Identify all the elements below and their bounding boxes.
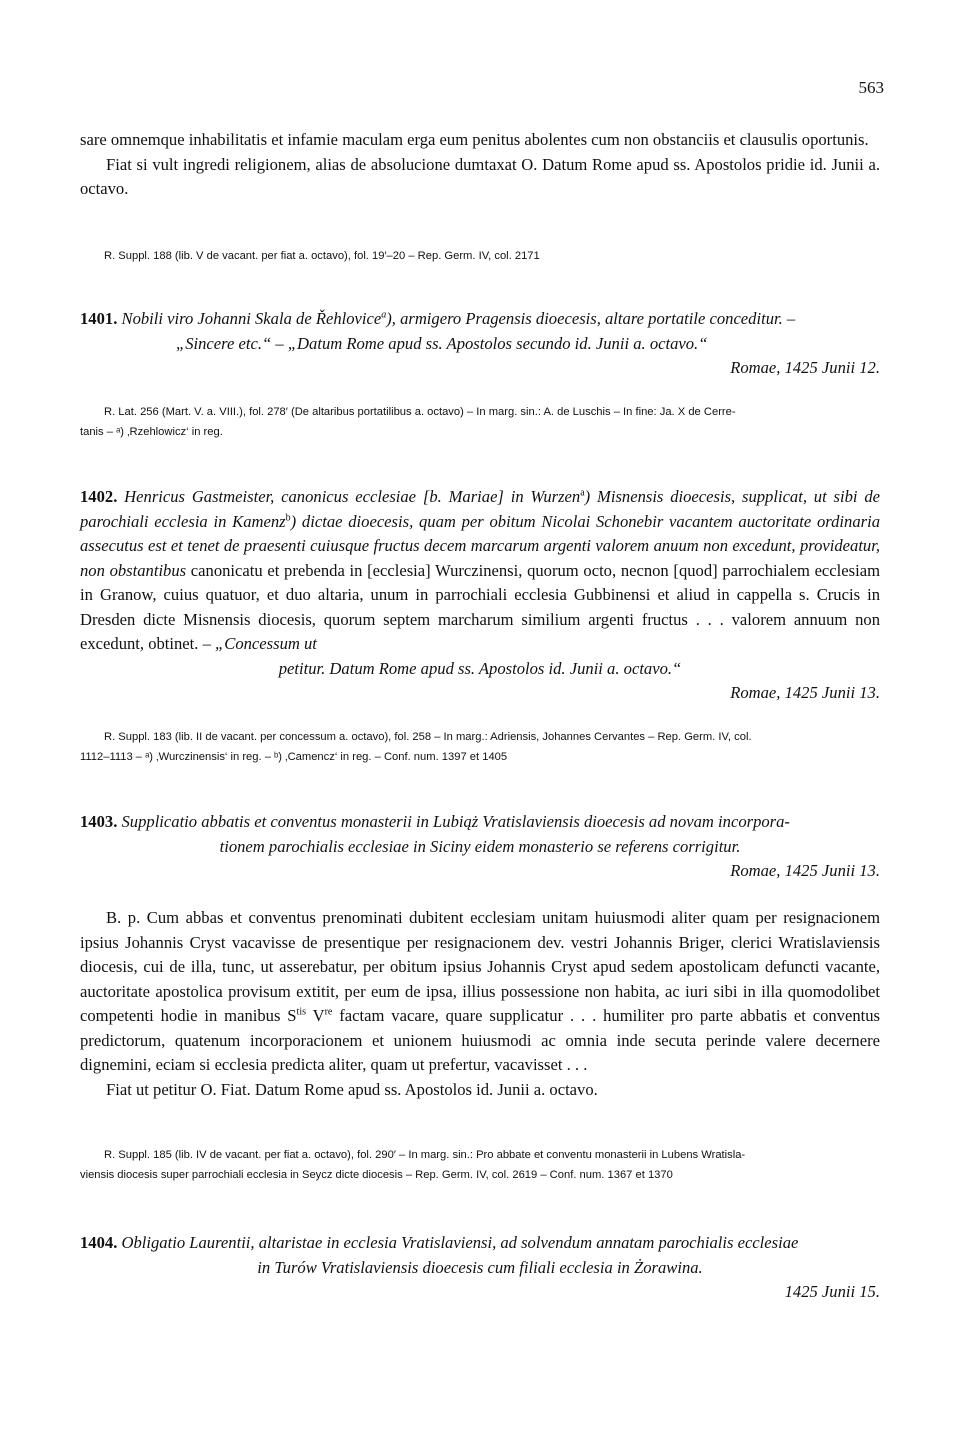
entry-1403-paragraph-1 xyxy=(80,906,880,1078)
entry-1404-number: 1404. xyxy=(80,1233,118,1252)
entry-1402-text xyxy=(80,485,880,657)
entry-1403-title: Supplicatio abbatis et conventus monasterii in Lubiąż Vratislaviensis dioecesis ad novam incorpora- xyxy=(121,812,790,831)
entry-1403 xyxy=(80,810,880,884)
superscript-re: re xyxy=(324,1006,333,1018)
superscript-tis: tis xyxy=(296,1006,306,1018)
entry-1403-body xyxy=(80,906,880,1102)
entry-1403-body-a: B. p. Cum abbas et conventus prenominati dubitent ecclesiam unitam huiusmodi aliter quam per resignacionem ipsius Johannis Cryst vacavisse de presentique per resignacionem dev. vestri Johannis Briger, clerici Wratislaviensis diocesis, cui de illa, tunc, ut asserebatur, per obitum ipsius Johannis Cryst apud sedem apostolicam defuncti vacante, auctoritate apostolica provisum extitit, per eum de ipsa, illius possessione non habita, ac iuri sibi in illa quomodolibet competenti hodie in manibus S xyxy=(80,908,880,1025)
page-number: 563 xyxy=(858,78,884,97)
top-note-text: R. Suppl. 188 (lib. V de vacant. per fiat a. octavo), fol. 19′–20 – Rep. Germ. IV, col. 2171 xyxy=(104,250,540,262)
footnote-marker-a: a xyxy=(381,309,387,321)
entry-1401-note-line2: tanis – ᵃ) ‚Rzehlowicz‘ in reg. xyxy=(80,426,223,438)
entry-1404-date: 1425 Junii 15. xyxy=(784,1282,880,1301)
entry-1403-note-line1: R. Suppl. 185 (lib. IV de vacant. per fiat a. octavo), fol. 290′ – In marg. sin.: Pro abbate et conventu monasterii in Lubens Wratisla- xyxy=(104,1149,746,1161)
entry-1403-date: Romae, 1425 Junii 13. xyxy=(730,861,880,880)
entry-1402-date: Romae, 1425 Junii 13. xyxy=(730,683,880,702)
entry-1402-formula: petitur. Datum Rome apud ss. Apostolos id. Junii a. octavo.“ xyxy=(278,658,682,678)
top-note xyxy=(80,246,880,266)
entry-1401-note-line1: R. Lat. 256 (Mart. V. a. VIII.), fol. 278′ (De altaribus portatilibus a. octavo) – In marg. sin.: A. de Luschis – In fine: Ja. X de Cerre- xyxy=(104,406,736,418)
entry-1402-text-b: ) Misnensis dioecesis, supplicat, ut sibi de parochiali ecclesia in Kamenz xyxy=(80,487,880,531)
entry-1402-note-line2: 1112–1113 – ᵃ) ‚Wurczinensis‘ in reg. – ᵇ) ‚Camencz‘ in reg. – Conf. num. 1397 et 1405 xyxy=(80,751,508,763)
entry-1403-body-c: factam vacare, quare supplicatur . . . humiliter pro parte abbatis et conventus predictorum, quatenum incorporacionem et unionem huiusmodi ac omnia inde secuta perinde valere decernere dignemini, eciam si ecclesia predicta aliter, quam ut prefertur, vacavisset . . . xyxy=(80,1006,880,1074)
entry-1402 xyxy=(80,485,880,706)
top-paragraph-1: sare omnemque inhabilitatis et infamie maculam erga eum penitus abolentes cum non obstanciis et clausulis oportunis. xyxy=(80,130,869,149)
footnote-marker-a: a xyxy=(580,487,585,499)
entry-1401-date: Romae, 1425 Junii 12. xyxy=(730,358,880,377)
entry-1402-note-line1: R. Suppl. 183 (lib. II de vacant. per concessum a. octavo), fol. 258 – In marg.: Adriensis, Johannes Cervantes – Rep. Germ. IV, col. xyxy=(104,731,752,743)
entry-1401-title: Nobili viro Johanni Skala de Řehlovice xyxy=(121,309,382,328)
entry-1402-note xyxy=(80,727,880,767)
footnote-marker-b: b xyxy=(285,511,291,523)
entry-1402-number: 1402. xyxy=(80,487,118,506)
entry-1401-formula: „Sincere etc.“ – „Datum Rome apud ss. Apostolos secundo id. Junii a. octavo.“ xyxy=(176,333,708,353)
entry-1404-title: Obligatio Laurentii, altaristae in ecclesia Vratislaviensi, ad solvendum annatam parochialis ecclesiae xyxy=(121,1233,799,1252)
entry-1401-number: 1401. xyxy=(80,309,118,328)
entry-1401-title-cont: ), armigero Pragensis dioecesis, altare portatile conceditur. – xyxy=(386,309,796,328)
entry-1402-text-e: „Concessum ut xyxy=(215,634,317,653)
entry-1403-body-b: V xyxy=(306,1006,325,1025)
entry-1401-note xyxy=(80,402,880,442)
entry-1402-text-d: canonicatu et prebenda in [ecclesia] Wurczinensi, quorum octo, necnon [quod] parrochialem ecclesiam in Granow, cuius quatuor, et duo altaria, unum in parrochiali ecclesia Gubbinensi et aliud in cappella s. Crucis in Dresden dicte Misnensis diocesis, quorum septem marcharum similium argenti fructus . . . valorem annuum non excedunt, obtinet. – xyxy=(80,560,880,653)
entry-1403-title-cont: tionem parochialis ecclesiae in Siciny eidem monasterio se referens corrigitur. xyxy=(219,836,741,856)
entry-1403-note xyxy=(80,1145,880,1185)
entry-1403-paragraph-2: Fiat ut petitur O. Fiat. Datum Rome apud ss. Apostolos id. Junii a. octavo. xyxy=(106,1079,598,1099)
entry-1401 xyxy=(80,307,880,381)
entry-1403-note-line2: viensis diocesis super parrochiali ecclesia in Seycz dicte diocesis – Rep. Germ. IV, col. 2619 – Conf. num. 1367 et 1370 xyxy=(80,1169,673,1181)
entry-1403-heading xyxy=(80,810,880,835)
top-text xyxy=(80,128,880,202)
top-paragraph-2: Fiat si vult ingredi religionem, alias de absolucione dumtaxat O. Datum Rome apud ss. Apostolos pridie id. Junii a. octavo. xyxy=(80,154,880,198)
entry-1402-text-c: ) dictae dioecesis, quam per obitum Nicolai Schonebir vacantem auctoritate ordinaria assecutus est et tenet de praesenti cuiusque fructus decem marcarum argenti valorem anuum non excedunt, provideatur, non obstantibus xyxy=(80,511,880,580)
entry-1402-text-a: Henricus Gastmeister, canonicus ecclesiae [b. Mariae] in Wurzen xyxy=(124,487,581,506)
entry-1404 xyxy=(80,1231,880,1305)
entry-1403-number: 1403. xyxy=(80,812,118,831)
entry-1404-heading xyxy=(80,1231,880,1256)
entry-1404-title-cont: in Turów Vratislaviensis dioecesis cum filiali ecclesia in Żorawina. xyxy=(257,1257,703,1277)
entry-1401-heading xyxy=(80,307,880,332)
